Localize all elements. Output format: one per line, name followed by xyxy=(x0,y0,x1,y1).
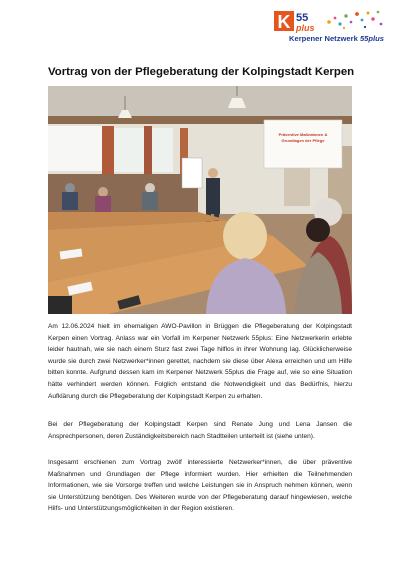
brand-logo xyxy=(274,8,384,44)
logo-dots xyxy=(327,11,382,29)
article-title: Vortrag von der Pflegeberatung der Kolpingstadt Kerpen xyxy=(48,66,355,78)
photo-projection-screen xyxy=(264,120,342,168)
photo-presenter xyxy=(206,178,220,214)
logo-mark xyxy=(274,8,384,34)
logo-org-name: Kerpener Netzwerk 55plus xyxy=(289,34,384,43)
article-paragraph-1: Am 12.06.2024 hielt im ehemaligen AWO-Pavillon in Brüggen die Pflegeberatung der Kolpingstadt Kerpen einen Vortrag. Anlass war ein Vorfall im Kerpener Netzwerk 55plus: Eine Netzwerkerin erlebte leider hautnah, wie sie nach einem Sturz fast zwei Tage hilflos in ihrer Wohnung lag. Glücklicherweise wurde sie durch zwei Netzwerker*innen gerettet, nachdem sie diese über Alexa erreichen und um Hilfe bitten konnte. Aufgrund dessen kam im Kerpener Netzwerk 55plus die Frage auf, wie so eine Situation hätte verhindert werden können. Folglich entstand die Notwendigkeit und das Bedürfnis, hierzu Aufklärung durch die Pflegeberatung der Kolpingstadt Kerpen zu erhalten. xyxy=(48,323,352,400)
photo-ceiling xyxy=(48,86,352,116)
article-paragraph-2: Bei der Pflegeberatung der Kolpingstadt Kerpen sind Renate Jung und Lena Jansen die Ansprechpersonen, deren Zuständigkeitsbereich nach Stadtteilen unterteilt ist (siehe unten). xyxy=(48,421,352,440)
article-paragraph-3: Insgesamt erschienen zum Vortrag zwölf interessierte Netzwerker*innen, die über präventive Maßnahmen und Grundlagen der Pflege informiert wurden. Hier erhielten die Teilnehmenden Informationen, wie sie Vorsorge treffen und welche Leistungen sie in Anspruch nehmen können, wenn sie Unterstützung benötigen. Des Weiteren wurde von der Pflegeberatung darauf hingewiesen, welche Hilfs- und Unterstützungsmöglichkeiten in der Region existieren. xyxy=(48,459,352,513)
logo-word: plus xyxy=(296,23,315,33)
photo-screen-title-2: Grundlagen der Pflege xyxy=(281,138,325,143)
article-photo xyxy=(48,86,352,314)
photo-screen-title-1: Präventive Maßnahmen & xyxy=(278,132,328,137)
logo-k-letter: K xyxy=(277,12,291,32)
photo-window xyxy=(48,126,108,171)
logo-number: 55 xyxy=(296,12,309,24)
